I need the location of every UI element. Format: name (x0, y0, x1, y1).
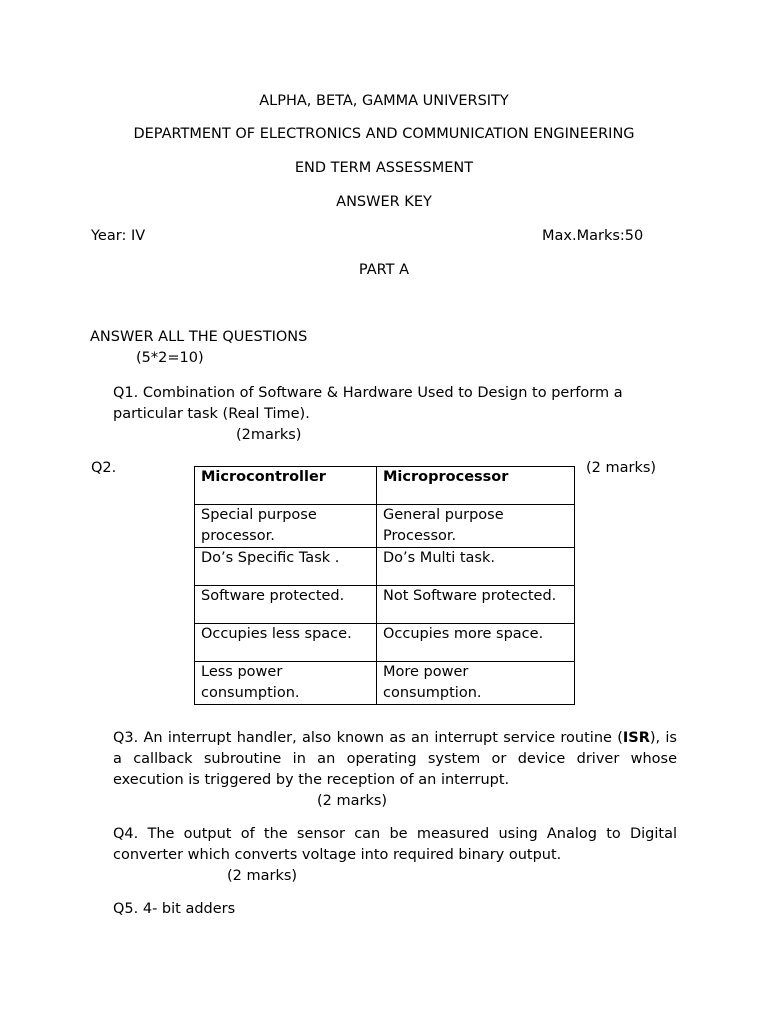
table-header-cell: Microcontroller (195, 467, 377, 505)
question-1-text: Q1. Combination of Software & Hardware Used to Design to perform a particular task (Real Time). (113, 385, 623, 422)
question-3-marks: (2 marks) (317, 793, 388, 809)
table-row (195, 624, 575, 662)
answer-key-title: ANSWER KEY (336, 194, 432, 210)
question-2-label: Q2. (91, 460, 117, 476)
question-3 (113, 728, 677, 812)
table-cell: Occupies less space. (195, 624, 377, 662)
table-cell: Do’s Multi task. (377, 548, 575, 586)
question-4 (113, 824, 677, 887)
instructions-marks: (5*2=10) (136, 350, 204, 366)
question-3-text: Q3. An interrupt handler, also known as an interrupt service routine (ISR), is a callback subroutine in an operating system or device driver whose execution is triggered by the reception of an interrupt. (113, 730, 677, 788)
comparison-table (194, 466, 575, 705)
table-header-cell: Microprocessor (377, 467, 575, 505)
table-row (195, 586, 575, 624)
question-4-marks: (2 marks) (227, 868, 298, 884)
table-cell: General purpose Processor. (377, 505, 575, 548)
table-cell: Less power consumption. (195, 662, 377, 705)
table-cell: Occupies more space. (377, 624, 575, 662)
table-row (195, 548, 575, 586)
table-header-row (195, 467, 575, 505)
assessment-title: END TERM ASSESSMENT (294, 160, 474, 176)
question-5 (113, 899, 677, 920)
table-cell: More power consumption. (377, 662, 575, 705)
year-label: Year: IV (91, 228, 146, 244)
question-4-text: Q4. The output of the sensor can be measured using Analog to Digital converter which converts voltage into required binary output. (113, 826, 677, 863)
table-cell: Software protected. (195, 586, 377, 624)
table-cell: Special purpose processor. (195, 505, 377, 548)
instructions-line: ANSWER ALL THE QUESTIONS (90, 329, 308, 345)
question-1-marks: (2marks) (236, 427, 302, 443)
question-2-marks: (2 marks) (586, 460, 657, 476)
table-row (195, 505, 575, 548)
question-5-text: Q5. 4- bit adders (113, 901, 236, 917)
university-name: ALPHA, BETA, GAMMA UNIVERSITY (259, 93, 509, 109)
table-row (195, 662, 575, 705)
max-marks-label: Max.Marks:50 (542, 228, 644, 244)
part-title: PART A (358, 262, 410, 278)
table-cell: Do’s Specific Task . (195, 548, 377, 586)
question-1 (113, 383, 677, 446)
isr-term: ISR (622, 730, 650, 746)
table-cell: Not Software protected. (377, 586, 575, 624)
department-name: DEPARTMENT OF ELECTRONICS AND COMMUNICATION ENGINEERING (133, 126, 635, 142)
